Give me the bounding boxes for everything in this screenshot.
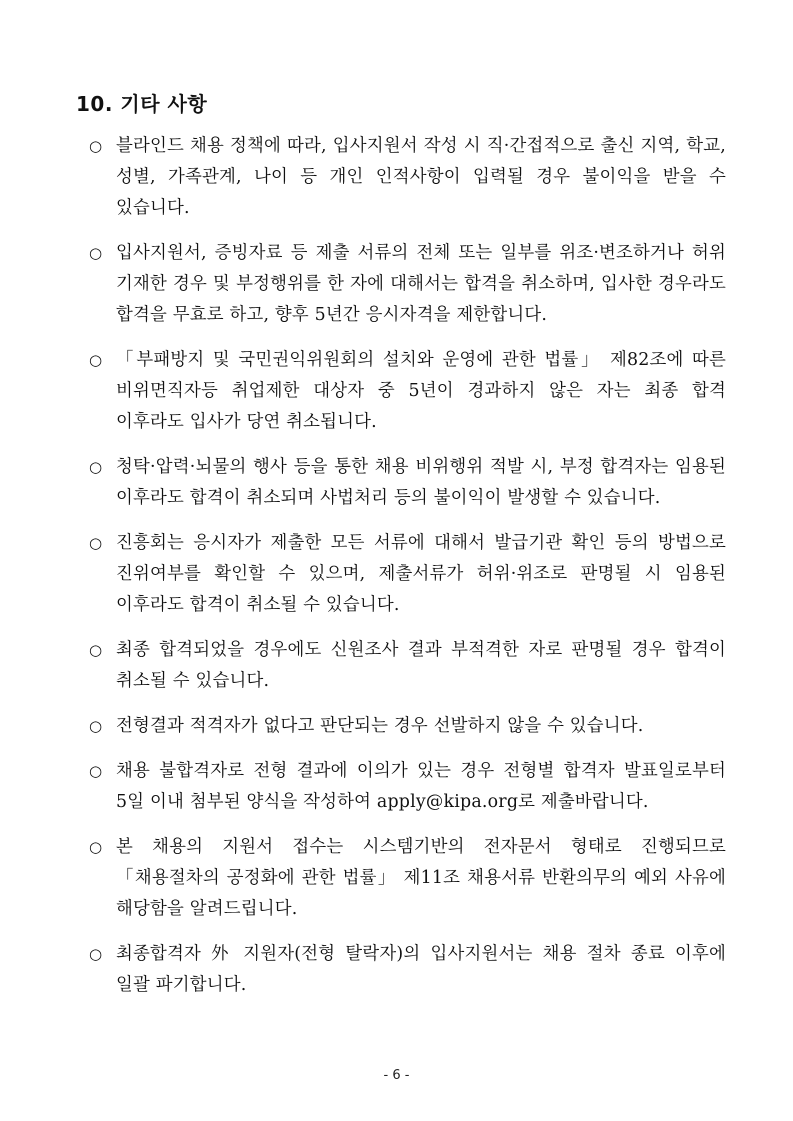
bullet-circle-icon: ○ — [89, 458, 103, 476]
list-item — [86, 528, 726, 621]
bullet-circle-icon: ○ — [89, 641, 103, 659]
bullet-circle-icon: ○ — [89, 351, 103, 369]
section-title: 기타 사항 — [120, 92, 208, 116]
list-item — [86, 452, 726, 514]
section-number: 10. — [76, 92, 113, 116]
notice-list — [86, 131, 726, 1015]
section-heading — [76, 90, 207, 118]
list-item — [86, 345, 726, 438]
list-item — [86, 131, 726, 224]
list-item — [86, 238, 726, 331]
bullet-circle-icon: ○ — [89, 838, 103, 856]
list-item-text: 입사지원서, 증빙자료 등 제출 서류의 전체 또는 일부를 위조·변조하거나 허위 기재한 경우 및 부정행위를 한 자에 대해서는 합격을 취소하며, 입사한 경우라도 합격을 무효로 하고, 향후 5년간 응시자격을 제한합니다. — [116, 243, 726, 325]
bullet-circle-icon: ○ — [89, 762, 103, 780]
list-item — [86, 832, 726, 925]
list-item-text: 진흥회는 응시자가 제출한 모든 서류에 대해서 발급기관 확인 등의 방법으로 진위여부를 확인할 수 있으며, 제출서류가 허위·위조로 판명될 시 임용된 이후라도 합격이 취소될 수 있습니다. — [116, 533, 726, 615]
list-item-text: 청탁·압력·뇌물의 행사 등을 통한 채용 비위행위 적발 시, 부정 합격자는 임용된 이후라도 합격이 취소되며 사법처리 등의 불이익이 발생할 수 있습니다. — [116, 457, 726, 508]
list-item-text: 채용 불합격자로 전형 결과에 이의가 있는 경우 전형별 합격자 발표일로부터 5일 이내 첨부된 양식을 작성하여 apply@kipa.org로 제출바랍니다. — [116, 761, 726, 812]
list-item-text: 블라인드 채용 정책에 따라, 입사지원서 작성 시 직·간접적으로 출신 지역, 학교, 성별, 가족관계, 나이 등 개인 인적사항이 입력될 경우 불이익을 받을 수 있습니다. — [116, 136, 726, 218]
list-item-text: 「부패방지 및 국민권익위원회의 설치와 운영에 관한 법률」 제82조에 따른 비위면직자등 취업제한 대상자 중 5년이 경과하지 않은 자는 최종 합격 이후라도 입사가 당연 취소됩니다. — [116, 350, 726, 432]
bullet-circle-icon: ○ — [89, 945, 103, 963]
list-item — [86, 711, 726, 742]
list-item — [86, 939, 726, 1001]
bullet-circle-icon: ○ — [89, 244, 103, 262]
list-item-text: 최종합격자 外 지원자(전형 탈락자)의 입사지원서는 채용 절차 종료 이후에 일괄 파기합니다. — [116, 944, 726, 995]
list-item-text: 본 채용의 지원서 접수는 시스템기반의 전자문서 형태로 진행되므로 「채용절차의 공정화에 관한 법률」 제11조 채용서류 반환의무의 예외 사유에 해당함을 알려드립니다. — [116, 837, 726, 919]
list-item — [86, 756, 726, 818]
list-item-text: 최종 합격되었을 경우에도 신원조사 결과 부적격한 자로 판명될 경우 합격이 취소될 수 있습니다. — [116, 640, 726, 691]
bullet-circle-icon: ○ — [89, 137, 103, 155]
list-item-text: 전형결과 적격자가 없다고 판단되는 경우 선발하지 않을 수 있습니다. — [116, 716, 644, 736]
bullet-circle-icon: ○ — [89, 534, 103, 552]
bullet-circle-icon: ○ — [89, 717, 103, 735]
list-item — [86, 635, 726, 697]
page-number: - 6 - — [383, 1068, 410, 1083]
